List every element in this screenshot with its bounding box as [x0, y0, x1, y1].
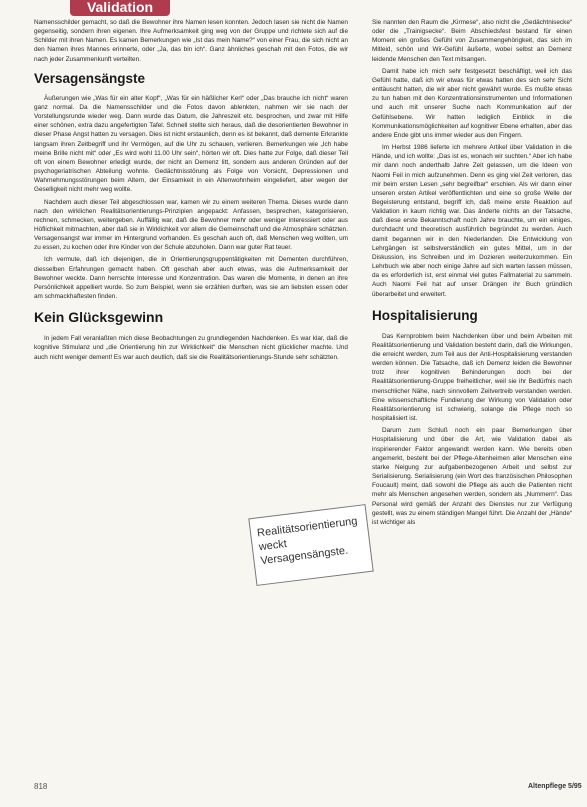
paragraph: Im Herbst 1986 lieferte ich mehrere Artikel über Validation in die Hände, und ich wollte: „Das ist es, wonach wir suchten.“ Aber ich habe mir dann noch anderthalb Jahre Zeit gelassen, um die Ideen von Naomi Feil in mich aufzunehmen. Denn es ging viel Zeit verloren, das mir beim ersten Lesen „sehr begreifbar“ erschien. Als wir dann einer unseren ersten Artikel veröffentlichten und eine so große Welle der Begeisterung entstand, begriff ich, daß meine erste Reaktion auf Validation in kaum richtig war. Das änderte nichts an der Tatsache, daß diese erste Bekanntschaft noch Jahre brauchte, um ein einiges, durchdacht und theoretisch ausführlich begründet zu werden. Auch damit begannen wir in den Niederlanden. Die Entwicklung von Lehrgängen ist selbstverständlich ein gutes Mittel, um in der Diskussion, ins Schreiben und im Dozieren weiterzukommen. Ein Lehrbuch wie aber noch einige Jahre auf sich warten lassen müssen, da es erforderlich ist, erst einmal viel gutes Fallmaterial zu sammeln. Auch Naomi Feil hat auf unser Drängen ihr Buch gründlich überarbeitet und erweitert. — [372, 144, 572, 298]
paragraph: Sie nannten den Raum die „Kirmese“, also nicht die „Gedächtnisecke“ oder die „Trainigsecke“. Beim Abschiedsfest bestand für einen Moment ein großes Gefühl von Zusammengehörigkeit, das sich im Mitleid, schön und Wir-Gefühl äußerte, wobei selbst an Demenz leidende Menschen den Text mitsangen. — [372, 19, 572, 63]
pull-quote: Realitätsorientierung weckt Versagensängste. — [248, 504, 373, 586]
section-tab: Validation — [70, 0, 170, 16]
right-column — [372, 18, 572, 530]
left-column — [34, 18, 348, 365]
heading-hospitalisierung: Hospitalisierung — [372, 307, 478, 323]
paragraph: Das Kernproblem beim Nachdenken über und beim Arbeiten mit Realitätsorientierung und Validation besteht darin, daß die Wirkungen, die erreicht werden, zum Teil aus der Anti-Hospitalisierung verstanden werden können. Die Tatsache, daß ich Demenz leiden die Bewohner trotz ihrer kognitiven Behinderungen doch bei der Realitätsorientierung-Gruppe freiheitlicher, weil sie ihr Bedürfnis nach menschlicher Nähe, nach sinnvollem Zeitvertreib verstanden werden. Eine wissenschaftliche Fundierung der Wirkung von Validation oder Realitätsorientierung ist schwierig, solange die Pflege noch so hospitalisiert ist. — [372, 332, 572, 423]
paragraph: Darum zum Schluß noch ein paar Bemerkungen über Hospitalisierung und über die Art, wie Validation dabei als inspirierender Faktor angewandt werden kann. Wie bereits oben angemerkt, besteht bei der Pflege-Altenheimen aller Menschen eine starke Neigung zur aufgabenbezogenen Arbeit und selbst zur Serialisierung. Serialisierung (ein Wort des französischen Philosophen Foucault) meint, daß sowohl die Pflege als auch die Patienten nicht mehr als Menschen angesehen werden, sondern als „Nummern“. Das Personal wird gemäß der Anzahl des Dienstes nur zur Verfügung gestellt, was zu einem ständigen Mangel führt. Die Anzahl der „Hände“ ist wichtiger als — [372, 427, 572, 526]
paragraph: Ich vermute, daß ich diejenigen, die in Orientierungsgruppentätigkeiten mit Dementen durchführen, diesselben Erfahrungen gemacht haben. Oft geschah aber auch etwas, was die Aufmerksamkeit der Bewohner weckte. Dann herrschte Interesse und Konzentration. Das waren die Momente, in denen an ihre Persönlichkeit appelliert wurde. So zum Beispiel, wenn sie erzählen durften, was sie am liebsten essen oder am schmackhaftesten finden. — [34, 256, 348, 301]
paragraph: Damit habe ich mich sehr festgesetzt beschäftigt, weil ich das Gefühl hatte, daß ich wir etwas für etwas hatten des sich sehr Sicht enttäuscht hatten, die wir aber nicht gewährt wurde. Es mußte etwas zu tun haben mit den Konzentrationsinstrumenten und Informationen und auch mit unserer Suche nach Kommunikation auf der Gefühlsebene. Wir hatten lediglich Einblick in die Kommunikationsmöglichkeiten auf kognitiver Ebene erhalten, aber das andere Ende gibt uns immer wieder aus den Fingern. — [372, 67, 572, 139]
paragraph: In jedem Fall veranlaßten mich diese Beobachtungen zu grundlegenden Nachdenken. Es war klar, daß die kognitive Stimulanz und „die Orientierung hin zur Wirklichkeit“ die Menschen nicht glücklicher machte. Und auch nicht weniger dement! Es war auch deutlich, daß sie die Realitätsorientierungs-Stunde sehr schätzten. — [34, 335, 348, 361]
heading-versagensaengste: Versagensängste — [34, 70, 146, 86]
page-number: 818 — [34, 782, 48, 791]
heading-kein-gluecksgewinn: Kein Glücksgewinn — [34, 309, 164, 326]
paragraph: Nachdem auch dieser Teil abgeschlossen war, kamen wir zu einem weiteren Thema. Dieses wurde dann nach den wirklichen Realitätsorientierungs-Prinzipien angepackt: Anfassen, besprechen, kategorisieren, rechnen, schmecken, weitergeben. Auffällig war, daß die Bewohner mehr oder weniger interessiert oder aus Höflichkeit mitmachten, aber daß sie in Wirklichkeit vor allem die Gemeinschaft und die Atmosphäre schätzten. Versagensangst war immer im Hintergrund vorhanden. Es geschah auch oft, daß Menschen weg wollten, um zu essen, zu kochen oder ihre Kinder von der Schule abzuholen. Dann war guter Rat teuer. — [34, 198, 348, 252]
paragraph: Namensschilder gemacht, so daß die Bewohner ihre Namen lesen konnten. Jedoch lasen sie nicht die Namen gegenseitig, sondern ihren eigenen. Ihre Aufmerksamkeit ging weg von der Gruppe und richtete sich auf die Schilder mit ihren Namen. Es kamen Bemerkungen wie „Ist das mein Name?“ von einer Frau, die sich nicht an den Namen ihres Mannes erinnerte, oder „Ja, das bin ich“. Ganz ähnliches geschah mit den Fotos, die wir nach jeder Zusammenkunft verteilten. — [34, 19, 348, 63]
paragraph: Äußerungen wie „Was für ein alter Kopf“, „Was für ein häßlicher Kerl“ oder „Das brauche ich nicht“ waren ganz normal. Da die Namensschilder und die Fotos davon ablenkten, nahmen wir sie nach der Vorstellungsrunde wieder weg. Dann wurde das Datum, die Jahreszeit etc. besprochen, und zwar mit Hilfe einer schönen, extra dazu angefertigten Tafel. Schnell stellte sich heraus, daß die desorientierten Bewohner in dieser Phase Angst hatten zu versagen. Dies ist nicht erstaunlich, denn es ist bekannt, daß demente Erkrankte langsam ihren Zeitbegriff und ihr Vermögen, auf die Uhr zu schauen, verlieren. Bemerkungen wie „Ich habe meine Brille nicht mit“ oder „Es wird wohl 11.00 Uhr sein“, hörten wir oft. Dies hatte zur Folge, daß dieser Teil oft von einem Bewohner erledigt wurde, der nicht an Demenz litt, sondern aus anderen Gründen auf der psychogeriatrischen Abteilung wohnte. Gedächtnisstörung als Folge von Vorsicht, Depressionen und Wahrnehmungsstörungen beim Altern, der Einsamkeit in ein Altenwohnheim eingeliefert, aber wegen der Geselligkeit nicht mehr weg wollte. — [34, 94, 348, 194]
journal-footer: Altenpflege 5/95 — [528, 783, 582, 790]
